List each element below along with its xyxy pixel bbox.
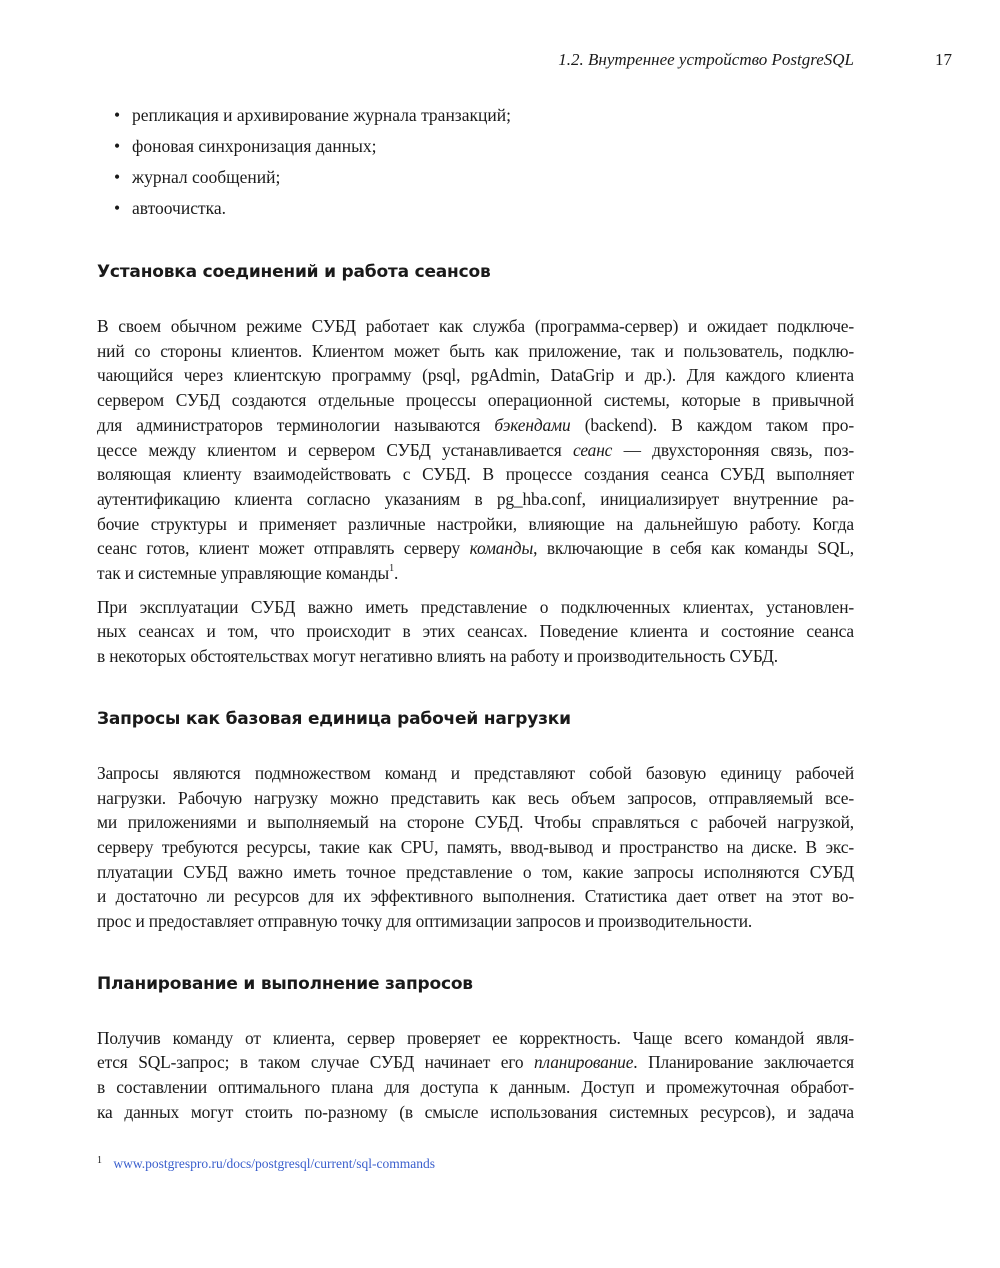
list-item: • репликация и архивирование журнала транзакций; — [97, 100, 854, 131]
list-item: • журнал сообщений; — [97, 162, 854, 193]
running-header — [0, 48, 1000, 72]
footnote-reference[interactable]: 1 — [389, 563, 394, 575]
section-heading: Запросы как базовая единица рабочей нагрузки — [97, 708, 571, 729]
term-planning: планирование — [534, 1052, 634, 1073]
section-heading: Установка соединений и работа сеансов — [97, 262, 491, 282]
footnote — [97, 1156, 435, 1172]
term-session: сеанс — [572, 439, 613, 460]
paragraph: Запросы являются подмножеством команд и представляют собой базовую единицу рабочей нагрузки. Рабочую нагрузку можно представить как весь объем запросов, отправляемый все- ми приложениями и выполняемый на стороне СУБД. Чтобы справляться с рабочей нагрузкой, серверу требуются ресурсы, такие как CPU, память, ввод-вывод и пространство на диске. В экс- плуатации СУБД важно иметь точное представление о том, какие запросы исполняются СУБД и достаточно ли ресурсов для их эффективного выполнения. Статистика дает ответ на этот во- прос и предоставляет отправную точку для оптимизации запросов и производительности. — [97, 762, 854, 932]
page-number: 17 — [935, 50, 952, 69]
list-item: • автоочистка. — [97, 193, 854, 224]
term-commands: команды — [469, 538, 534, 559]
running-title: 1.2. Внутреннее устройство PostgreSQL — [558, 50, 854, 69]
paragraph: Получив команду от клиента, сервер проверяет ее корректность. Чаще всего командой явля- ется SQL-запрос; в таком случае СУБД начинает его планирование. Планирование заключается в составлении оптимального плана для доступа к данным. Доступ и промежуточная обработ- ка данных могут стоить по-разному (в смысле использования системных ресурсов), и задача — [97, 1027, 854, 1122]
bullet-icon: • — [114, 198, 121, 218]
paragraph: В своем обычном режиме СУБД работает как служба (программа-сервер) и ожидает подключе- ний со стороны клиентов. Клиентом может быть как приложение, так и пользователь, подклю- чающийся через клиентскую программу (psql, pgAdmin, DataGrip и др.). Для каждого клиента сервером СУБД создаются отдельные процессы операционной системы, которые в привычной для администраторов терминологии называются бэкендами (backend). В каждом таком про- цессе между клиентом и сервером СУБД устанавливается сеанс — двухсторонняя связь, поз- воляющая клиенту взаимодействовать с СУБД. В процессе создания сеанса СУБД выполняет аутентификацию клиента согласно указаниям в pg_hba.conf, инициализирует внутренние ра- бочие структуры и применяет различные настройки, влияющие на дальнейшую работу. Когда сеанс готов, клиент может отправлять серверу команды, включающие в себя как команды SQL, так и системные управляющие команды$^1$. — [97, 316, 855, 584]
term-backends: бэкендами — [494, 414, 571, 435]
list-item: • фоновая синхронизация данных; — [97, 131, 854, 162]
paragraph: При эксплуатации СУБД важно иметь представление о подключенных клиентах, установлен- ных сеансах и том, что происходит в этих сеансах. Поведение клиента и состояние сеанса в некоторых обстоятельствах могут негативно влиять на работу и производительность СУБД. — [97, 596, 854, 667]
bullet-icon: • — [114, 167, 121, 187]
bullet-list — [97, 100, 854, 224]
footnote-mark: 1 — [97, 1155, 102, 1166]
footnote-link[interactable]: www.postgrespro.ru/docs/postgresql/current/sql-commands — [113, 1156, 435, 1171]
section-heading: Планирование и выполнение запросов — [97, 973, 473, 994]
bullet-icon: • — [114, 136, 121, 156]
page-content — [97, 100, 854, 1125]
bullet-icon: • — [114, 105, 121, 125]
